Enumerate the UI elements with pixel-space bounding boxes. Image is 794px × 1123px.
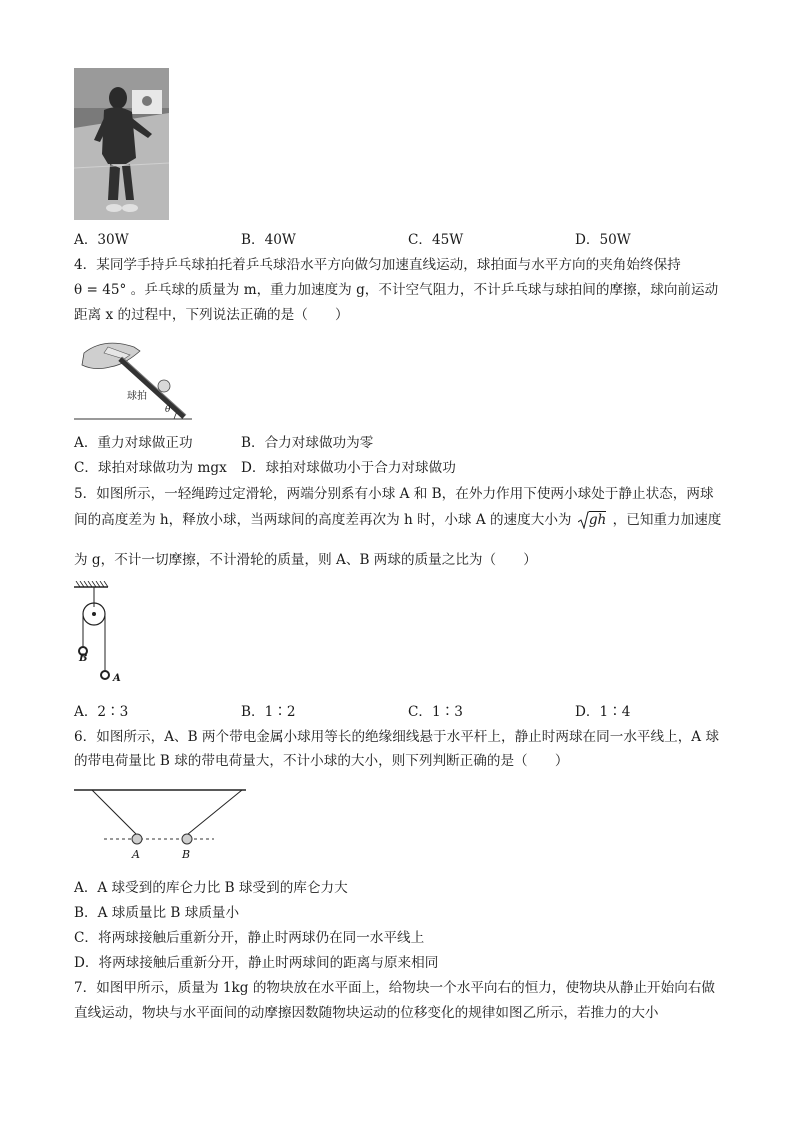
q5-figure-pulley [74, 581, 134, 691]
q7-stem-line2: 直线运动，物块与水平面间的动摩擦因数随物块运动的位移变化的规律如图乙所示，若推力的大小 [74, 1005, 659, 1021]
q3-option-c: C．45W [408, 232, 464, 248]
q4-stem-line1: 4．某同学手持乒乓球拍托着乒乓球沿水平方向做匀加速直线运动，球拍面与水平方向的夹角始终保持 [74, 257, 681, 273]
q3-option-d: D．50W [575, 232, 631, 248]
q5-figure-label-b: B [79, 653, 88, 664]
q7-stem-line1: 7．如图甲所示，质量为 1kg 的物块放在水平面上，给物块一个水平向右的恒力，使物块从静止开始向右做 [74, 980, 716, 996]
q5-figure-label-a: A [113, 673, 121, 684]
q6-option-b: B．A 球质量比 B 球质量小 [74, 905, 240, 921]
q5-option-a: A．2∶3 [74, 704, 129, 720]
q5-stem-line3: 为 g，不计一切摩擦，不计滑轮的质量，则 A、B 两球的质量之比为（ ） [74, 552, 537, 568]
q5-stem-line2-part1: 间的高度差为 h，释放小球，当两球间的高度差再次为 h 时，小球 A 的速度大小为 [74, 512, 572, 528]
q5-option-d: D．1∶4 [575, 704, 631, 720]
q6-stem-line2: 的带电荷量比 B 球的带电荷量大，不计小球的大小，则下列判断正确的是（ ） [74, 753, 569, 769]
q6-option-d: D．将两球接触后重新分开，静止时两球间的距离与原来相同 [74, 955, 439, 971]
q4-figure-paddle [74, 331, 194, 423]
q6-option-c: C．将两球接触后重新分开，静止时两球仍在同一水平线上 [74, 930, 425, 946]
q6-option-a: A．A 球受到的库仑力比 B 球受到的库仑力大 [74, 880, 348, 896]
q4-stem-line3: 距离 x 的过程中，下列说法正确的是（ ） [74, 307, 349, 323]
q5-sqrt-expression [578, 511, 606, 529]
q3-option-a: A．30W [74, 232, 129, 248]
q5-stem-line1: 5．如图所示，一轻绳跨过定滑轮，两端分别系有小球 A 和 B，在外力作用下使两小球处于静止状态，两球 [74, 486, 714, 502]
q6-figure-label-a: A [132, 848, 140, 861]
q4-option-c: C．球拍对球做功为 mgx [74, 460, 227, 476]
q6-figure-label-b: B [182, 848, 191, 861]
q5-sqrt-radicand: gh [588, 512, 607, 528]
question-3-photo [74, 68, 169, 220]
q4-option-b: B．合力对球做功为零 [241, 435, 374, 451]
q4-figure-label-paddle: 球拍 [127, 391, 147, 402]
q6-stem-line1: 6．如图所示，A、B 两个带电金属小球用等长的绝缘细线悬于水平杆上，静止时两球在同一水平线上，A 球 [74, 729, 720, 745]
q5-option-b: B．1∶2 [241, 704, 296, 720]
q4-option-a: A．重力对球做正功 [74, 435, 193, 451]
q4-option-d: D．球拍对球做功小于合力对球做功 [241, 460, 456, 476]
q5-option-c: C．1∶3 [408, 704, 463, 720]
q6-figure-charged-balls [74, 784, 254, 864]
q5-stem-line2 [74, 511, 721, 529]
q4-stem-line2: θ = 45° 。乒乓球的质量为 m，重力加速度为 g，不计空气阻力，不计乒乓球与球拍间的摩擦，球向前运动 [74, 282, 719, 298]
q4-figure-label-theta: θ [165, 405, 171, 415]
q5-stem-line2-part2: ，已知重力加速度 [612, 512, 722, 528]
q3-option-b: B．40W [241, 232, 296, 248]
